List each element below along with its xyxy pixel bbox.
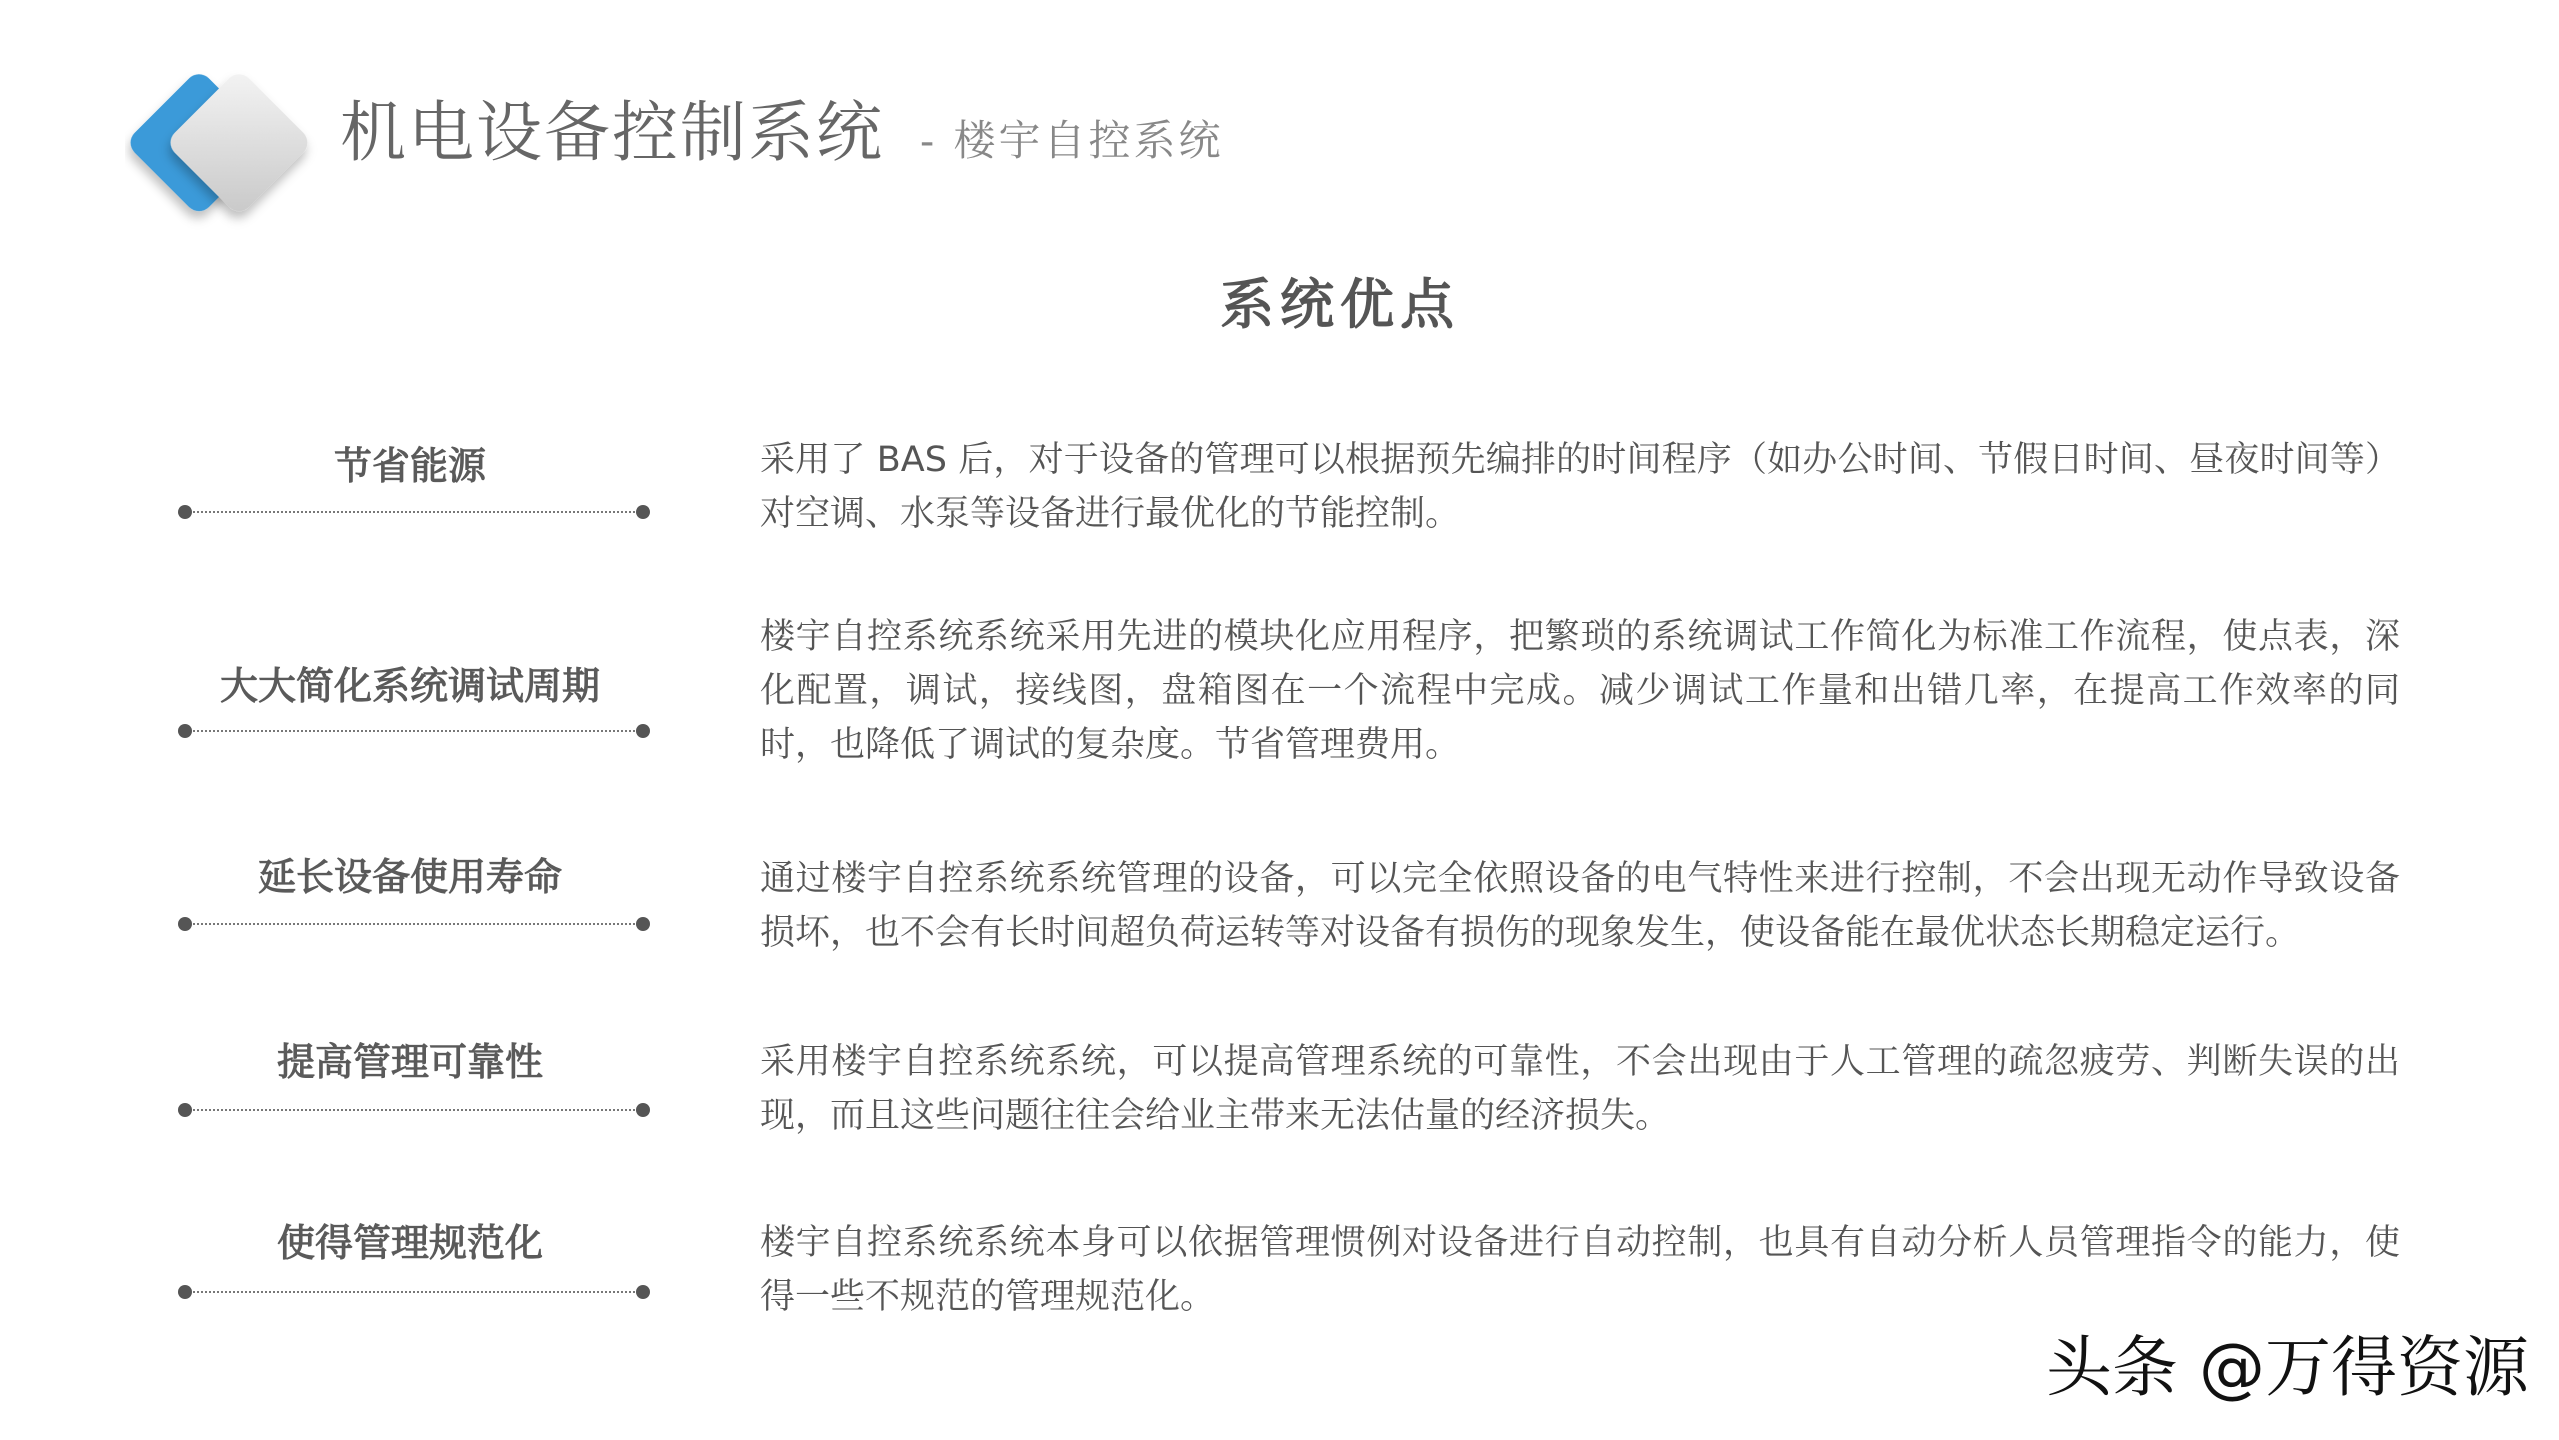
advantage-description: 采用楼宇自控系统系统，可以提高管理系统的可靠性，不会出现由于人工管理的疏忽疲劳、判断失误的出现，而且这些问题往往会给业主带来无法估量的经济损失。 [760, 1042, 2400, 1136]
watermark: 头条 @万得资源 [2046, 1329, 2529, 1406]
dotted-divider [178, 724, 650, 738]
advantage-label: 使得管理规范化 [276, 1221, 543, 1265]
dotted-divider [178, 1103, 650, 1117]
section-title: 系统优点 [1220, 273, 1460, 336]
advantage-label: 提高管理可靠性 [276, 1040, 543, 1084]
advantage-description: 通过楼宇自控系统系统管理的设备，可以完全依照设备的电气特性来进行控制，不会出现无动作导致设备损坏，也不会有长时间超负荷运转等对设备有损伤的现象发生，使设备能在最优状态长期稳定运行。 [760, 859, 2400, 953]
page-title: 机电设备控制系统 [340, 94, 884, 171]
page-subtitle: - 楼宇自控系统 [920, 116, 1224, 165]
advantage-description: 楼宇自控系统系统采用先进的模块化应用程序，把繁琐的系统调试工作简化为标准工作流程，使点表，深化配置，调试，接线图，盘箱图在一个流程中完成。减少调试工作量和出错几率，在提高工作效率的同时，也降低了调试的复杂度。节省管理费用。 [760, 617, 2400, 765]
advantage-label: 大大简化系统调试周期 [219, 664, 600, 708]
advantage-description: 采用了 BAS 后，对于设备的管理可以根据预先编排的时间程序（如办公时间、节假日时间、昼夜时间等）对空调、水泵等设备进行最优化的节能控制。 [760, 440, 2400, 534]
dotted-divider [178, 1285, 650, 1299]
advantage-label: 延长设备使用寿命 [257, 855, 562, 899]
dotted-divider [178, 505, 650, 519]
advantage-description: 楼宇自控系统系统本身可以依据管理惯例对设备进行自动控制，也具有自动分析人员管理指令的能力，使得一些不规范的管理规范化。 [760, 1223, 2400, 1317]
dotted-divider [178, 917, 650, 931]
advantage-label: 节省能源 [333, 444, 486, 488]
logo-diamond-icon [125, 65, 325, 255]
